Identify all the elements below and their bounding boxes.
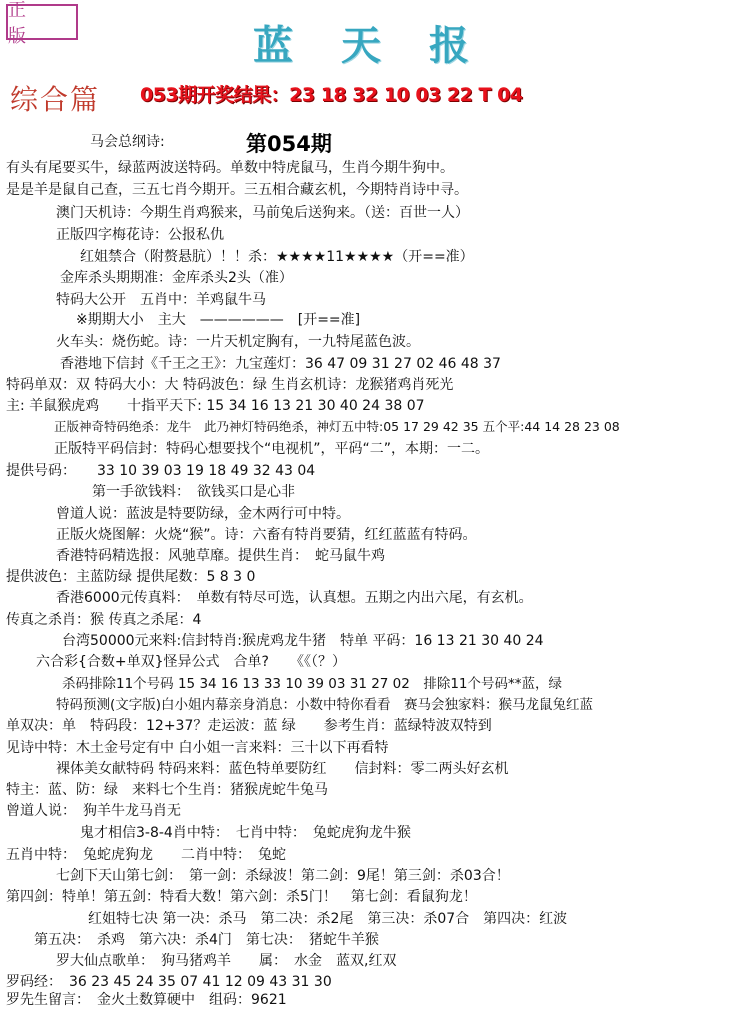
line-07: 金库杀头期期准：金库杀头2头（准）	[60, 270, 293, 286]
line-25: 六合彩{合数+单双}怪异公式 合单? 《《（？）	[36, 654, 346, 670]
line-29: 见诗中特：木土金号定有中 白小姐一言来料：三十以下再看特	[6, 740, 389, 756]
line-32: 曾道人说： 狗羊牛龙马肖无	[6, 803, 181, 819]
line-22: 香港6000元传真料： 单数有特尽可选，认真想。五期之内出六尾，有玄机。	[56, 590, 533, 606]
line-14: 正版神奇特码绝杀：龙牛 此乃神灯特码绝杀，神灯五中特:05 17 29 42 35 五个平:44 14 28 23 08	[54, 419, 620, 434]
line-34: 五肖中特： 兔蛇虎狗龙 二肖中特： 兔蛇	[6, 847, 286, 863]
line-08: 特码大公开 五肖中：羊鸡鼠牛马	[56, 292, 266, 308]
line-35: 七剑下天山第七剑： 第一剑：杀绿波！第二剑：9尾！第三剑：杀03合！	[56, 868, 510, 884]
line-36: 第四剑：特单！第五剑：特看大数！第六剑：杀5门！ 第七剑：看鼠狗龙！	[6, 889, 477, 905]
line-27: 特码预测(文字版)白小姐内幕亲身消息：小数中特你看看 赛马会独家料：猴马龙鼠兔红蓝	[56, 697, 594, 713]
line-37: 红姐特七决 第一决：杀马 第二决：杀2尾 第三决：杀07合 第四决：红波	[88, 911, 568, 927]
line-39: 罗大仙点歌单： 狗马猪鸡羊 属： 水金 蓝双,红双	[56, 953, 397, 969]
line-01: 马会总纲诗:	[90, 134, 165, 150]
newspaper-title: 蓝天报	[253, 22, 517, 69]
previous-draw-result: 053期开奖结果：23 18 32 10 03 22 T 04	[140, 84, 523, 106]
issue-number: 第054期	[246, 132, 332, 156]
line-23: 传真之杀肖：猴 传真之杀尾：4	[6, 612, 202, 628]
line-31: 特主：蓝、防：绿 来料七个生肖：猪猴虎蛇牛兔马	[6, 782, 328, 798]
line-26: 杀码排除11个号码 15 34 16 13 33 10 39 03 31 27 02 排除11个号码**蓝，绿	[62, 676, 563, 692]
line-41: 罗先生留言： 金火土数算硬中 组码：9621	[6, 992, 287, 1008]
line-05: 正版四字梅花诗：公报私仇	[56, 227, 224, 243]
line-30: 裸体美女献特码 特码来料：蓝色特单要防红 信封料：零二两头好玄机	[56, 761, 509, 777]
line-28: 单双决：单 特码段：12+37？走运波：蓝 绿 参考生肖：蓝绿特波双特到	[6, 718, 492, 734]
line-17: 第一手欲钱料： 欲钱买口是心非	[92, 484, 295, 500]
line-19: 正版火烧图解：火烧“猴”。诗：六畜有特肖要猜，红红蓝蓝有特码。	[56, 527, 477, 543]
line-02: 有头有尾要买牛，绿蓝两波送特码。单数中特虎鼠马，生肖今期牛狗中。	[6, 160, 454, 176]
line-12: 特码单双：双 特码大小：大 特码波色：绿 生肖玄机诗：龙猴猪鸡肖死光	[6, 377, 454, 393]
line-06: 红姐禁合（附赘悬肮）！！杀：★★★★11★★★★（开==准）	[80, 249, 474, 265]
line-11: 香港地下信封《千王之王》：九宝莲灯：36 47 09 31 27 02 46 48 37	[60, 356, 501, 372]
line-24: 台湾50000元来料:信封特肖:猴虎鸡龙牛猪 特单 平码：16 13 21 30 40 24	[62, 633, 544, 649]
line-04: 澳门天机诗：今期生肖鸡猴来，马前兔后送狗来。（送：百世一人）	[56, 205, 469, 221]
line-38: 第五决： 杀鸡 第六决：杀4门 第七决： 猪蛇牛羊猴	[34, 932, 379, 948]
line-33: 鬼才相信3-8-4肖中特： 七肖中特： 兔蛇虎狗龙牛猴	[80, 825, 411, 841]
line-20: 香港特码精选报：风驰草靡。提供生肖： 蛇马鼠牛鸡	[56, 548, 385, 564]
line-16: 提供号码： 33 10 39 03 19 18 49 32 43 04	[6, 463, 316, 479]
genuine-stamp: 正 版	[6, 4, 78, 40]
line-10: 火车头：烧伤蛇。诗：一片天机定胸有，一九特尾蓝色波。	[56, 334, 420, 350]
line-21: 提供波色：主蓝防绿 提供尾数：5 8 3 0	[6, 569, 256, 585]
line-18: 曾道人说：蓝波是特要防绿，金木两行可中特。	[56, 506, 350, 522]
line-09: ※期期大小 主大 —————— [开==准]	[76, 312, 361, 328]
line-13: 主: 羊鼠猴虎鸡 十指平天下: 15 34 16 13 21 30 40 24 38 07	[6, 398, 425, 414]
section-title: 综合篇	[10, 83, 101, 116]
line-40: 罗码经： 36 23 45 24 35 07 41 12 09 43 31 30	[6, 974, 332, 990]
line-03: 是是羊是鼠自己查，三五七肖今期开。三五相合藏玄机，今期特肖诗中寻。	[6, 182, 468, 198]
line-15: 正版特平码信封：特码心想要找个“电视机”，平码“二”，本期：一二。	[54, 441, 490, 457]
